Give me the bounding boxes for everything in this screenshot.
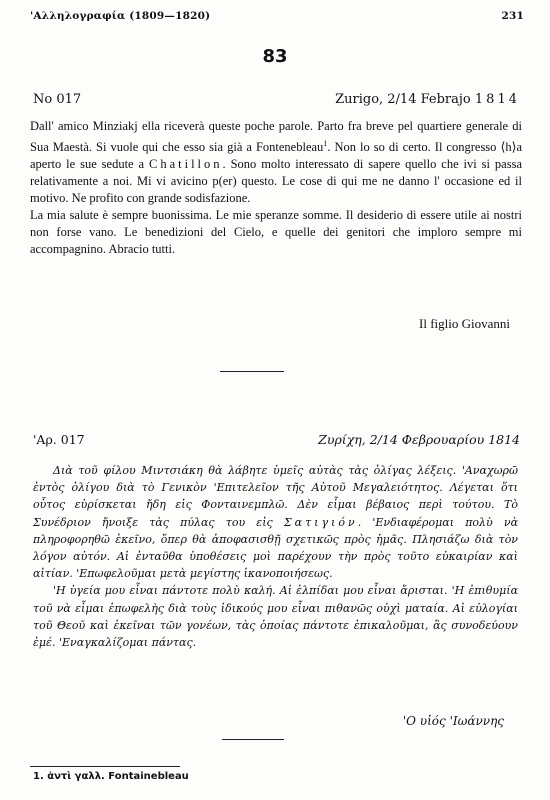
running-head-title: 'Αλληλογραφία (1809—1820) [30, 10, 211, 22]
document-number: 83 [262, 46, 288, 67]
footnote-rule [30, 766, 180, 767]
italian-signature: Il figlio Giovanni [419, 316, 510, 331]
greek-paragraph-2: 'Η ὑγεία μου εἶναι πάντοτε πολὺ καλή. Αἱ ἐλπίδαι μου εἶναι ἄρισται. 'Η ἐπιθυμία τοῦ νὰ εἶμαι ἐπωφελὴς διὰ τοὺς ἰδικούς μου εἶναι πιθανῶς οὐχὶ ματαία. Αἱ εὐλογίαι τοῦ Θεοῦ καὶ ἐκεῖναι τῶν γονέων, τὰς ὁποίας πάντοτε ἐπικαλοῦμαι, ἂς συνοδεύουν ἐμέ. 'Εναγκαλίζομαι πάντας. [33, 584, 518, 650]
italian-letter-header [33, 92, 520, 107]
italian-paragraph-1: Dall' amico Minziakj ella riceverà queste poche parole. Parto fra breve pel quartiere generale di Sua Maestà. Si vuole qui che esso sia già a Fontenebleau$^1$. Non lo so di certo. Il congresso ⟨h⟩a aperto le sue sedute a Chatillon. Sono molto interessato di sapere quello che ivi si passa relativamente a noi. Mi vi avicino p(er) questo. Le cose di qui me ne danno l' occasione ed il motivo. Ne profito con grande sodisfazione. [30, 119, 523, 206]
footnote-marker: 1 [323, 139, 328, 148]
greek-signature: 'Ο υἱός 'Ιωάννης [402, 714, 504, 728]
italian-letter-year: 1814 [474, 92, 520, 107]
greek-place-name-spaced: Σατιγιόν [283, 515, 358, 529]
running-head [30, 10, 524, 22]
greek-letter-body [33, 462, 518, 651]
italian-letter-number: No 017 [33, 92, 82, 107]
section-divider-bottom [222, 739, 284, 740]
greek-letter-header [33, 432, 520, 447]
section-divider [220, 371, 284, 372]
italian-letter-date: Zurigo, 2/14 Febrajo 1814 [335, 92, 520, 107]
page-number: 231 [501, 10, 524, 22]
place-name-spaced: Chatillon [149, 157, 223, 172]
italian-paragraph-2: La mia salute è sempre buonissima. Le mie speranze somme. Il desiderio di essere utile ai nostri non forse vano. Le benedizioni del Cielo, e quelle dei genitori che imploro sempre mi accompagnino. Abracio tutti. [30, 208, 522, 257]
greek-letter-date: Ζυρίχη, 2/14 Φεβρουαρίου 1814 [318, 432, 520, 447]
footnote: 1. ἀντὶ γαλλ. Fontainebleau [33, 771, 189, 782]
greek-letter-number: 'Aρ. 017 [33, 432, 85, 447]
italian-letter-body [30, 118, 522, 258]
greek-paragraph-1: Διὰ τοῦ φίλου Μιντσιάκη θὰ λάβητε ὑμεῖς αὐτὰς τὰς ὀλίγας λέξεις. 'Αναχωρῶ ἐντὸς ὀλίγου διὰ τὸ Γενικὸν 'Επιτελεῖον τῆς Αὐτοῦ Μεγαλειότητος. Λέγεται ὅτι οὗτος εὑρίσκεται ἤδη εἰς Φονταινεμπλῶ. Δὲν εἶμαι βέβαιος περὶ τούτου. Τὸ Συνέδριον ἤνοιξε τὰς πύλας του εἰς Σατιγιόν. 'Ενδιαφέρομαι πολὺ νὰ πληροφορηθῶ ἐκεῖνο, ὅπερ θὰ ἀποφασισθῇ σχετικῶς πρὸς ἡμᾶς. Πλησιάζω διὰ τὸν λόγον αὐτόν. Αἱ ἐνταῦθα ὑποθέσεις μοὶ παρέχουν τὴν πρὸς τοῦτο εὐκαιρίαν καὶ αἰτίαν. 'Επωφελοῦμαι μετὰ μεγίστης ἱκανοποιήσεως. [33, 464, 518, 581]
